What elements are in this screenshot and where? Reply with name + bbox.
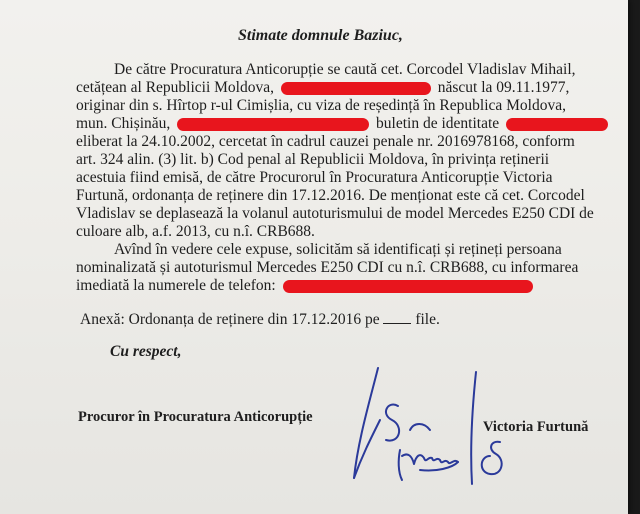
para1-line10: culoare alb, a.f. 2013, cu n.î. CRB688. [76, 223, 315, 240]
para1-line6: art. 324 alin. (3) lit. b) Cod penal al Republicii Moldova, în privința reținerii [76, 151, 550, 168]
redaction-mark [177, 118, 369, 131]
salutation: Stimate domnule Baziuc, [238, 27, 403, 44]
para2-line1: Avînd în vedere cele expuse, solicităm să identificați și rețineți persoana [114, 241, 562, 258]
redaction-mark [283, 280, 533, 293]
handwritten-signature [340, 360, 540, 490]
annex-blank [383, 311, 411, 324]
closing: Cu respect, [110, 343, 182, 360]
para1-line4 [76, 115, 611, 133]
para1-line9: Vladislav se deplasează la volanul autoturismului de model Mercedes E250 CDI de [76, 205, 594, 222]
para1-line3: originar din s. Hîrtop r-ul Cimișlia, cu viza de reședință în Republica Moldova, [76, 97, 566, 114]
para1-line2-text-a: cetățean al Republicii Moldova, [76, 79, 274, 96]
annex-line [80, 311, 440, 329]
para2-line3-text: imediată la numerele de telefon: [76, 277, 276, 294]
annex-prefix: Anexă: Ordonanța de reținere din 17.12.2016 pe [80, 311, 380, 328]
redaction-mark [281, 82, 431, 95]
para1-line2-text-b: născut la 09.11.1977, [437, 79, 570, 96]
para1-line4-text-a: mun. Chișinău, [76, 115, 171, 132]
signatory-position: Procuror în Procuratura Anticorupție [78, 409, 313, 425]
para2-line2: nominalizată și autoturismul Mercedes E250 CDI cu n.î. CRB688, cu informarea [76, 259, 579, 276]
para2-line3 [76, 277, 536, 295]
para1-line5: eliberat la 24.10.2002, cercetat în cadrul cauzei penale nr. 2016978168, conform [76, 133, 575, 150]
signatory-name: Victoria Furtună [483, 419, 589, 435]
para1-line8: Furtună, ordonanța de reținere din 17.12.2016. De menționat este că cet. Corcodel [76, 187, 585, 204]
para1-line2 [76, 79, 569, 97]
redaction-mark [506, 118, 608, 131]
para1-line1: De către Procuratura Anticorupție se caută cet. Corcodel Vladislav Mihail, [114, 61, 576, 78]
para1-line7: acestuia fiind emisă, de către Procurorul în Procuratura Anticorupție Victoria [76, 169, 553, 186]
para1-line4-text-b: buletin de identitate [376, 115, 500, 132]
annex-suffix: file. [415, 311, 440, 328]
